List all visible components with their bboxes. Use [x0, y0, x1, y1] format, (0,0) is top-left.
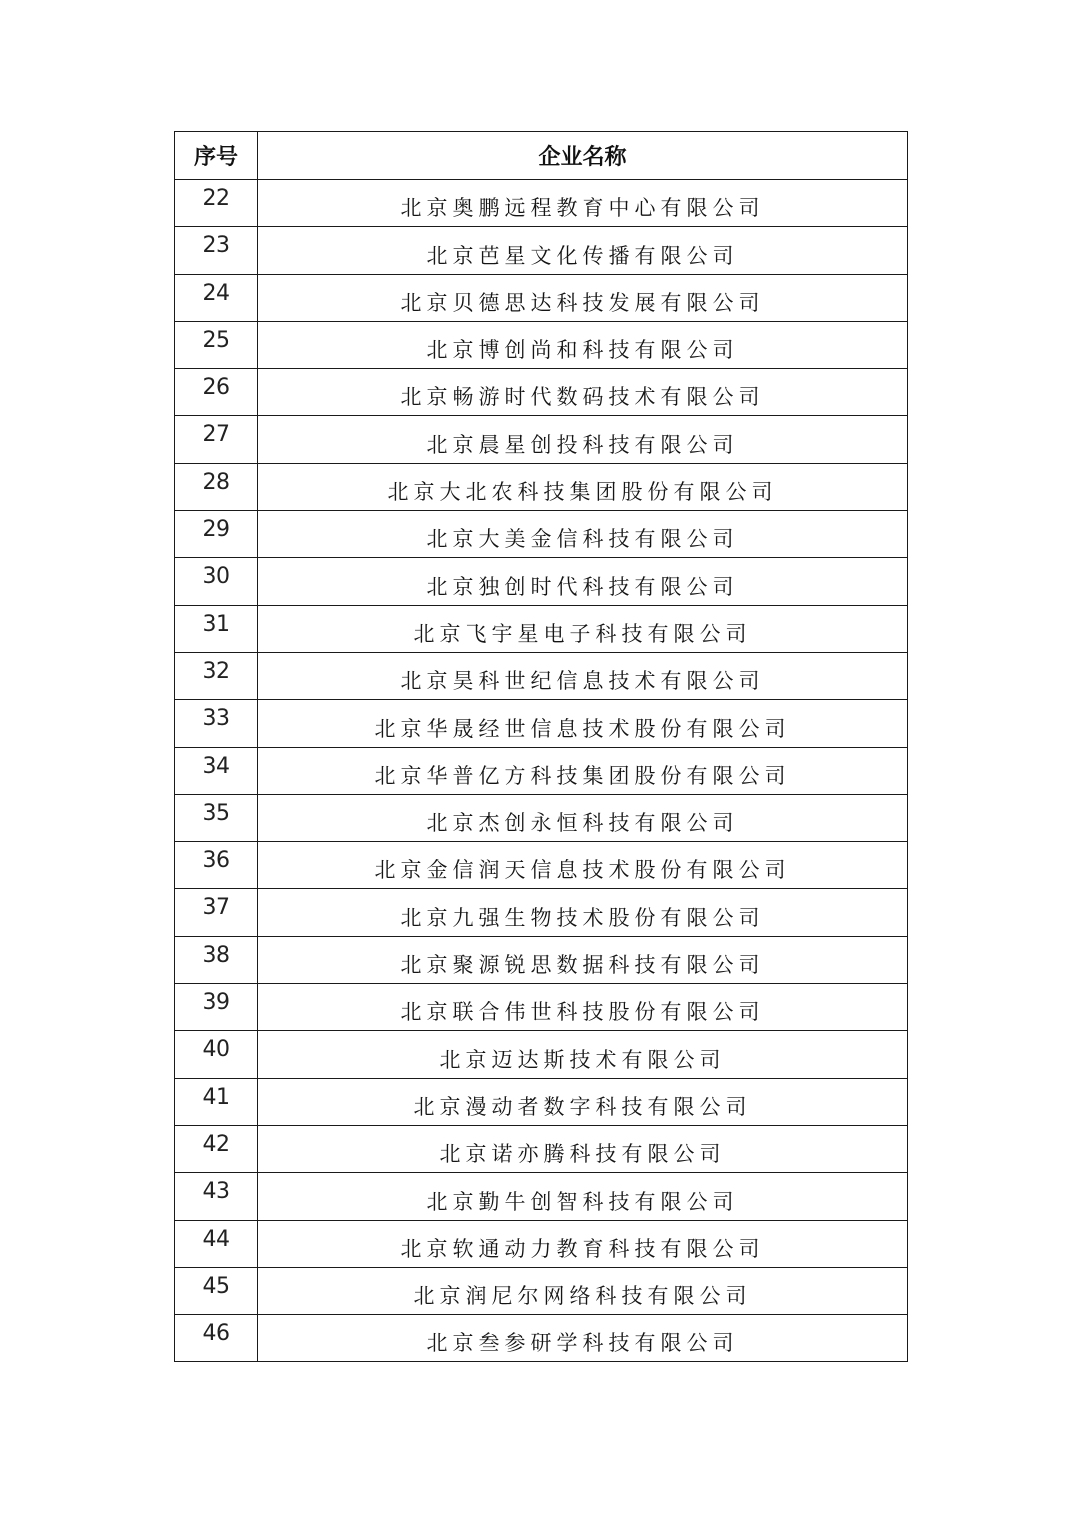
table-row: [175, 558, 908, 605]
table-header: [175, 132, 908, 180]
row-company-name: 北京聚源锐思数据科技有限公司: [258, 936, 908, 983]
table-row: [175, 180, 908, 227]
table-row: [175, 1125, 908, 1172]
header-company-name: 企业名称: [258, 132, 908, 180]
row-seq: 26: [175, 369, 258, 416]
row-seq: 30: [175, 558, 258, 605]
table-row: [175, 1173, 908, 1220]
row-seq: 40: [175, 1031, 258, 1078]
row-seq: 46: [175, 1315, 258, 1362]
table-row: [175, 936, 908, 983]
row-company-name: 北京畅游时代数码技术有限公司: [258, 369, 908, 416]
table-row: [175, 227, 908, 274]
row-seq: 29: [175, 511, 258, 558]
table-row: [175, 1220, 908, 1267]
row-company-name: 北京大美金信科技有限公司: [258, 511, 908, 558]
row-company-name: 北京叁参研学科技有限公司: [258, 1315, 908, 1362]
row-company-name: 北京昊科世纪信息技术有限公司: [258, 652, 908, 699]
row-company-name: 北京润尼尔网络科技有限公司: [258, 1267, 908, 1314]
row-seq: 41: [175, 1078, 258, 1125]
row-company-name: 北京联合伟世科技股份有限公司: [258, 984, 908, 1031]
company-list-table: [174, 131, 908, 1362]
row-company-name: 北京迈达斯技术有限公司: [258, 1031, 908, 1078]
table-row: [175, 463, 908, 510]
row-company-name: 北京芭星文化传播有限公司: [258, 227, 908, 274]
table-row: [175, 794, 908, 841]
row-company-name: 北京金信润天信息技术股份有限公司: [258, 842, 908, 889]
table-row: [175, 842, 908, 889]
table-row: [175, 605, 908, 652]
row-seq: 43: [175, 1173, 258, 1220]
table-row: [175, 652, 908, 699]
row-seq: 44: [175, 1220, 258, 1267]
table-row: [175, 1315, 908, 1362]
row-company-name: 北京独创时代科技有限公司: [258, 558, 908, 605]
table-row: [175, 274, 908, 321]
row-seq: 35: [175, 794, 258, 841]
row-company-name: 北京软通动力教育科技有限公司: [258, 1220, 908, 1267]
row-company-name: 北京大北农科技集团股份有限公司: [258, 463, 908, 510]
table-row: [175, 889, 908, 936]
row-company-name: 北京晨星创投科技有限公司: [258, 416, 908, 463]
header-row: [175, 132, 908, 180]
row-seq: 24: [175, 274, 258, 321]
row-company-name: 北京漫动者数字科技有限公司: [258, 1078, 908, 1125]
table-row: [175, 369, 908, 416]
row-seq: 39: [175, 984, 258, 1031]
row-seq: 36: [175, 842, 258, 889]
row-seq: 32: [175, 652, 258, 699]
row-company-name: 北京华晟经世信息技术股份有限公司: [258, 700, 908, 747]
table-row: [175, 984, 908, 1031]
row-seq: 34: [175, 747, 258, 794]
row-seq: 33: [175, 700, 258, 747]
row-company-name: 北京勤牛创智科技有限公司: [258, 1173, 908, 1220]
row-company-name: 北京华普亿方科技集团股份有限公司: [258, 747, 908, 794]
table-row: [175, 511, 908, 558]
row-seq: 23: [175, 227, 258, 274]
row-seq: 38: [175, 936, 258, 983]
row-company-name: 北京飞宇星电子科技有限公司: [258, 605, 908, 652]
row-seq: 22: [175, 180, 258, 227]
row-company-name: 北京九强生物技术股份有限公司: [258, 889, 908, 936]
row-company-name: 北京博创尚和科技有限公司: [258, 321, 908, 368]
row-company-name: 北京贝德思达科技发展有限公司: [258, 274, 908, 321]
table-row: [175, 321, 908, 368]
table-row: [175, 1031, 908, 1078]
row-seq: 28: [175, 463, 258, 510]
table-row: [175, 700, 908, 747]
table-body: [175, 180, 908, 1362]
table-row: [175, 1078, 908, 1125]
row-company-name: 北京诺亦腾科技有限公司: [258, 1125, 908, 1172]
row-seq: 25: [175, 321, 258, 368]
table-row: [175, 416, 908, 463]
row-seq: 27: [175, 416, 258, 463]
row-company-name: 北京杰创永恒科技有限公司: [258, 794, 908, 841]
row-seq: 42: [175, 1125, 258, 1172]
table-row: [175, 747, 908, 794]
row-seq: 31: [175, 605, 258, 652]
row-seq: 45: [175, 1267, 258, 1314]
row-company-name: 北京奥鹏远程教育中心有限公司: [258, 180, 908, 227]
table-row: [175, 1267, 908, 1314]
header-seq: 序号: [175, 132, 258, 180]
row-seq: 37: [175, 889, 258, 936]
